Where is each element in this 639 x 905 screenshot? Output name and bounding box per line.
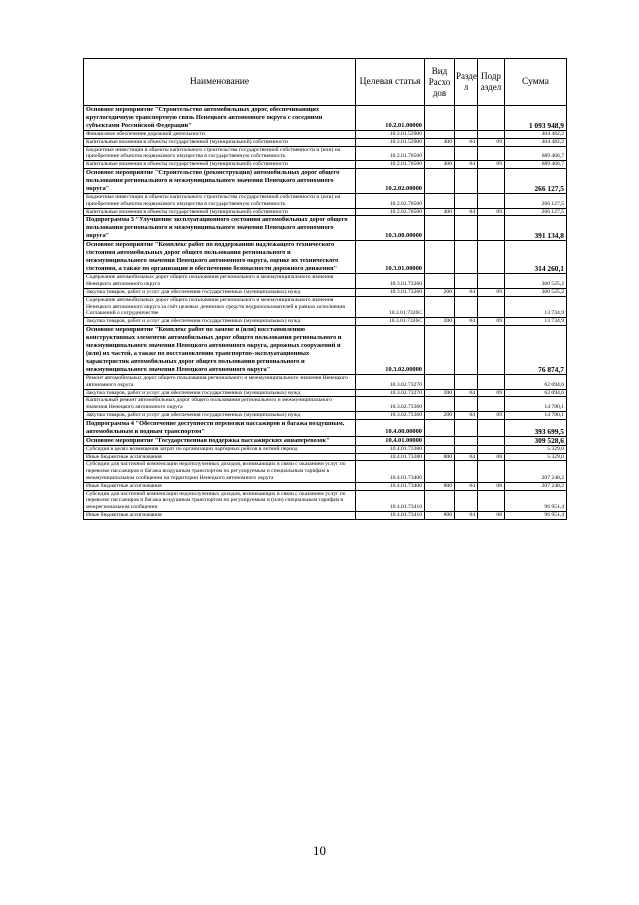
cell-name: Иные бюджетные ассигнования bbox=[84, 482, 356, 490]
cell-sum: 300 525,2 bbox=[505, 288, 567, 296]
cell-sum: 266 127,5 bbox=[505, 208, 567, 216]
table-row bbox=[84, 453, 567, 461]
cell-vid: 200 bbox=[425, 411, 455, 419]
cell-name: Закупка товаров, работ и услуг для обеспечения государственных (муниципальных) нужд bbox=[84, 288, 356, 296]
table-row bbox=[84, 274, 567, 289]
cell-podrazdel bbox=[478, 168, 505, 193]
table-row bbox=[84, 389, 567, 397]
header-sum: Сумма bbox=[505, 59, 567, 106]
cell-vid bbox=[425, 436, 455, 445]
cell-razdel: 04 bbox=[455, 389, 478, 397]
cell-podrazdel: 09 bbox=[478, 288, 505, 296]
cell-code: 10.3.01.73260 bbox=[356, 274, 425, 289]
cell-name: Основное мероприятие "Строительство автомобильных дорог, обеспечивающих круглогодичную транспортную связь Ненецкого автономного округа с соседними субъектами Российской Федерации" bbox=[84, 106, 356, 131]
table-row-heading bbox=[84, 419, 567, 436]
cell-vid: 800 bbox=[425, 511, 455, 519]
cell-razdel: 04 bbox=[455, 511, 478, 519]
cell-sum: 96 951,4 bbox=[505, 490, 567, 511]
cell-sum: 689 466,7 bbox=[505, 146, 567, 161]
cell-razdel: 04 bbox=[455, 138, 478, 146]
table-row bbox=[84, 131, 567, 139]
cell-sum: 13 734,9 bbox=[505, 296, 567, 317]
cell-sum: 96 951,4 bbox=[505, 511, 567, 519]
cell-razdel bbox=[455, 274, 478, 289]
cell-podrazdel: 08 bbox=[478, 482, 505, 490]
cell-code: 10.3.02.73270 bbox=[356, 389, 425, 397]
cell-sum: 207 248,2 bbox=[505, 461, 567, 482]
cell-code: 10.2.02.70500 bbox=[356, 193, 425, 208]
cell-name: Иные бюджетные ассигнования bbox=[84, 511, 356, 519]
cell-vid bbox=[425, 490, 455, 511]
table-row-heading bbox=[84, 168, 567, 193]
cell-razdel bbox=[455, 461, 478, 482]
cell-name: Капитальный ремонт автомобильных дорог общего пользования регионального и межмуниципального значения Ненецкого автономного округа bbox=[84, 397, 356, 412]
table-row bbox=[84, 318, 567, 326]
cell-podrazdel: 08 bbox=[478, 511, 505, 519]
cell-code: 10.4.01.00000 bbox=[356, 436, 425, 445]
table-row bbox=[84, 161, 567, 169]
budget-table-sheet bbox=[83, 58, 566, 520]
cell-vid: 400 bbox=[425, 208, 455, 216]
cell-code: 10.4.01.73400 bbox=[356, 461, 425, 482]
cell-sum: 391 134,8 bbox=[505, 216, 567, 241]
cell-vid: 200 bbox=[425, 389, 455, 397]
cell-name: Основное мероприятие "Комплекс работ по замене и (или) восстановлению конструктивных элементов автомобильных дорог общего пользования регионального и межмуниципального значения Ненецкого автономного округа, дорожных сооружений и (или) их частей, а также по восстановлению транспортно-эксплуатационных характеристик автомобильных дорог общего пользования регионального и межмуниципального значения Ненецкого автономного округа" bbox=[84, 325, 356, 374]
cell-code: 10.2.01.00000 bbox=[356, 106, 425, 131]
cell-razdel: 04 bbox=[455, 208, 478, 216]
cell-razdel bbox=[455, 436, 478, 445]
cell-podrazdel: 09 bbox=[478, 208, 505, 216]
cell-sum: 393 699,5 bbox=[505, 419, 567, 436]
cell-name: Бюджетные инвестиции в объекты капитального строительства государственной собственности и (или) на приобретение объектов недвижимого имущества в государственную собственность bbox=[84, 193, 356, 208]
cell-name: Закупка товаров, работ и услуг для обеспечения государственных (муниципальных) нужд bbox=[84, 411, 356, 419]
cell-name: Финансовое обеспечение дорожной деятельности bbox=[84, 131, 356, 139]
cell-sum: 404 482,2 bbox=[505, 131, 567, 139]
cell-podrazdel bbox=[478, 296, 505, 317]
cell-name: Субсидии для частичной компенсации недополученных доходов, возникающих в связи с оказанием услуг по перевозке пассажиров и багажа воздушным транспортом по регулируемым и специальным тарифам в межмуниципальном сообщении на территории Ненецкого автономного округа bbox=[84, 461, 356, 482]
cell-vid: 400 bbox=[425, 138, 455, 146]
cell-sum: 62 094,6 bbox=[505, 389, 567, 397]
cell-code: 10.3.02.73360 bbox=[356, 397, 425, 412]
table-row-heading bbox=[84, 436, 567, 445]
cell-name: Иные бюджетные ассигнования bbox=[84, 453, 356, 461]
cell-code: 10.2.01.53900 bbox=[356, 131, 425, 139]
cell-code: 10.3.00.00000 bbox=[356, 216, 425, 241]
cell-code: 10.4.01.73380 bbox=[356, 445, 425, 453]
table-row bbox=[84, 208, 567, 216]
cell-vid bbox=[425, 146, 455, 161]
cell-podrazdel bbox=[478, 490, 505, 511]
cell-podrazdel bbox=[478, 146, 505, 161]
cell-razdel bbox=[455, 146, 478, 161]
cell-sum: 300 525,2 bbox=[505, 274, 567, 289]
cell-name: Подпрограмма 4 "Обеспечение доступности перевозки пассажиров и багажа воздушным, автомобильным и водным транспортом" bbox=[84, 419, 356, 436]
cell-sum: 309 528,6 bbox=[505, 436, 567, 445]
cell-podrazdel bbox=[478, 397, 505, 412]
cell-name: Субсидии для частичной компенсации недополученных доходов, возникающих в связи с оказанием услуг по перевозке пассажиров и багажа воздушным транспортом по регулируемым и (или) специальным тарифам в межрегиональном сообщении bbox=[84, 490, 356, 511]
cell-razdel bbox=[455, 106, 478, 131]
cell-podrazdel: 08 bbox=[478, 453, 505, 461]
cell-podrazdel: 09 bbox=[478, 411, 505, 419]
cell-vid: 200 bbox=[425, 318, 455, 326]
cell-razdel bbox=[455, 374, 478, 389]
cell-razdel bbox=[455, 490, 478, 511]
cell-sum: 689 466,7 bbox=[505, 161, 567, 169]
cell-name: Капитальные вложения в объекты государственной (муниципальной) собственности bbox=[84, 138, 356, 146]
cell-vid bbox=[425, 325, 455, 374]
header-code: Целевая статья bbox=[356, 59, 425, 106]
cell-podrazdel bbox=[478, 274, 505, 289]
cell-name: Субсидия в целях возмещения затрат по организации чартерных рейсов в летний период bbox=[84, 445, 356, 453]
cell-razdel bbox=[455, 397, 478, 412]
cell-razdel bbox=[455, 325, 478, 374]
header-razdel: Разде л bbox=[455, 59, 478, 106]
cell-vid bbox=[425, 274, 455, 289]
cell-podrazdel bbox=[478, 445, 505, 453]
cell-sum: 266 127,5 bbox=[505, 168, 567, 193]
cell-podrazdel: 09 bbox=[478, 138, 505, 146]
cell-code: 10.2.01.70500 bbox=[356, 161, 425, 169]
cell-razdel bbox=[455, 216, 478, 241]
cell-vid bbox=[425, 445, 455, 453]
cell-vid bbox=[425, 193, 455, 208]
table-row-heading bbox=[84, 241, 567, 274]
cell-sum: 5 329,0 bbox=[505, 453, 567, 461]
cell-sum: 207 248,2 bbox=[505, 482, 567, 490]
cell-code: 10.3.02.73360 bbox=[356, 411, 425, 419]
budget-table bbox=[83, 58, 567, 520]
cell-code: 10.4.01.73410 bbox=[356, 511, 425, 519]
cell-podrazdel bbox=[478, 325, 505, 374]
cell-code: 10.3.01.7326С bbox=[356, 296, 425, 317]
table-row bbox=[84, 138, 567, 146]
cell-razdel bbox=[455, 296, 478, 317]
cell-vid bbox=[425, 397, 455, 412]
cell-code: 10.2.02.70500 bbox=[356, 208, 425, 216]
cell-sum: 14 780,1 bbox=[505, 411, 567, 419]
cell-podrazdel bbox=[478, 461, 505, 482]
cell-podrazdel bbox=[478, 374, 505, 389]
table-row bbox=[84, 482, 567, 490]
cell-podrazdel bbox=[478, 193, 505, 208]
cell-name: Подпрограмма 3 "Улучшение эксплуатационного состояния автомобильных дорог общего пользования регионального и межмуниципального значения Ненецкого автономного округа" bbox=[84, 216, 356, 241]
table-row-heading bbox=[84, 325, 567, 374]
cell-podrazdel: 09 bbox=[478, 161, 505, 169]
cell-vid: 400 bbox=[425, 161, 455, 169]
cell-vid bbox=[425, 216, 455, 241]
cell-vid: 200 bbox=[425, 288, 455, 296]
cell-podrazdel bbox=[478, 241, 505, 274]
cell-code: 10.3.02.73270 bbox=[356, 374, 425, 389]
table-row bbox=[84, 397, 567, 412]
header-vid: Вид Расхо дов bbox=[425, 59, 455, 106]
cell-vid bbox=[425, 241, 455, 274]
cell-name: Основное мероприятие "Строительство (реконструкция) автомобильных дорог общего пользования регионального и межмуниципального значения Ненецкого автономного округа" bbox=[84, 168, 356, 193]
cell-code: 10.3.02.00000 bbox=[356, 325, 425, 374]
table-row bbox=[84, 411, 567, 419]
cell-name: Закупка товаров, работ и услуг для обеспечения государственных (муниципальных) нужд bbox=[84, 318, 356, 326]
table-row bbox=[84, 490, 567, 511]
table-row bbox=[84, 511, 567, 519]
cell-sum: 404 482,2 bbox=[505, 138, 567, 146]
cell-podrazdel bbox=[478, 436, 505, 445]
cell-podrazdel bbox=[478, 131, 505, 139]
cell-razdel: 04 bbox=[455, 288, 478, 296]
cell-name: Капитальные вложения в объекты государственной (муниципальной) собственности bbox=[84, 208, 356, 216]
cell-code: 10.4.01.73380 bbox=[356, 453, 425, 461]
header-name: Наименование bbox=[84, 59, 356, 106]
cell-name: Основное мероприятие "Комплекс работ по поддержанию надлежащего технического состояния автомобильных дорог общего пользования регионального и межмуниципального значения Ненецкого автономного округа, оценке их технического состояния, а также по организации и обеспечению безопасности дорожного движения" bbox=[84, 241, 356, 274]
cell-razdel: 04 bbox=[455, 318, 478, 326]
cell-sum: 5 329,0 bbox=[505, 445, 567, 453]
table-row bbox=[84, 146, 567, 161]
cell-code: 10.3.01.00000 bbox=[356, 241, 425, 274]
cell-vid bbox=[425, 106, 455, 131]
cell-sum: 1 093 948,9 bbox=[505, 106, 567, 131]
cell-code: 10.4.01.73400 bbox=[356, 482, 425, 490]
table-row bbox=[84, 374, 567, 389]
cell-podrazdel: 09 bbox=[478, 318, 505, 326]
cell-razdel bbox=[455, 445, 478, 453]
table-row bbox=[84, 445, 567, 453]
cell-podrazdel bbox=[478, 106, 505, 131]
table-row bbox=[84, 296, 567, 317]
cell-vid bbox=[425, 419, 455, 436]
cell-podrazdel: 09 bbox=[478, 389, 505, 397]
cell-code: 10.3.01.73260 bbox=[356, 288, 425, 296]
cell-code: 10.2.01.70500 bbox=[356, 146, 425, 161]
cell-name: Капитальные вложения в объекты государственной (муниципальной) собственности bbox=[84, 161, 356, 169]
cell-vid: 800 bbox=[425, 482, 455, 490]
table-row bbox=[84, 461, 567, 482]
cell-name: Содержание автомобильных дорог общего пользования регионального и межмуниципального значения Ненецкого автономного округа за счёт целевых денежных средств недропользователей в рамках исполнения Соглашений о сотрудничестве bbox=[84, 296, 356, 317]
cell-razdel: 04 bbox=[455, 453, 478, 461]
table-body bbox=[84, 106, 567, 520]
cell-code: 10.2.02.00000 bbox=[356, 168, 425, 193]
header-podrazdel: Подр аздел bbox=[478, 59, 505, 106]
cell-razdel: 04 bbox=[455, 411, 478, 419]
cell-name: Основное мероприятие "Государственная поддержка пассажирских авиаперевозок" bbox=[84, 436, 356, 445]
table-row-heading bbox=[84, 106, 567, 131]
page-number: 10 bbox=[313, 843, 326, 858]
table-row bbox=[84, 193, 567, 208]
cell-sum: 14 780,1 bbox=[505, 397, 567, 412]
cell-vid bbox=[425, 374, 455, 389]
table-row-heading bbox=[84, 216, 567, 241]
cell-vid bbox=[425, 168, 455, 193]
cell-name: Ремонт автомобильных дорог общего пользования регионального и межмуниципального значения Ненецкого автономного округа bbox=[84, 374, 356, 389]
cell-code: 10.2.01.53900 bbox=[356, 138, 425, 146]
cell-code: 10.4.00.00000 bbox=[356, 419, 425, 436]
cell-razdel bbox=[455, 193, 478, 208]
cell-vid bbox=[425, 461, 455, 482]
cell-razdel bbox=[455, 241, 478, 274]
cell-razdel bbox=[455, 131, 478, 139]
cell-sum: 13 734,9 bbox=[505, 318, 567, 326]
cell-sum: 62 094,6 bbox=[505, 374, 567, 389]
cell-name: Бюджетные инвестиции в объекты капитального строительства государственной собственности и (или) на приобретение объектов недвижимого имущества в государственную собственность bbox=[84, 146, 356, 161]
cell-sum: 266 127,5 bbox=[505, 193, 567, 208]
cell-razdel bbox=[455, 168, 478, 193]
cell-vid bbox=[425, 296, 455, 317]
cell-code: 10.3.01.7326С bbox=[356, 318, 425, 326]
cell-podrazdel bbox=[478, 216, 505, 241]
cell-razdel bbox=[455, 419, 478, 436]
table-row bbox=[84, 288, 567, 296]
cell-razdel: 04 bbox=[455, 482, 478, 490]
cell-podrazdel bbox=[478, 419, 505, 436]
cell-code: 10.4.01.73410 bbox=[356, 490, 425, 511]
cell-sum: 314 260,1 bbox=[505, 241, 567, 274]
cell-razdel: 04 bbox=[455, 161, 478, 169]
cell-sum: 76 874,7 bbox=[505, 325, 567, 374]
cell-vid bbox=[425, 131, 455, 139]
cell-name: Закупка товаров, работ и услуг для обеспечения государственных (муниципальных) нужд bbox=[84, 389, 356, 397]
cell-name: Содержание автомобильных дорог общего пользования регионального и межмуниципального значения Ненецкого автономного округа bbox=[84, 274, 356, 289]
table-header-row bbox=[84, 59, 567, 106]
cell-vid: 800 bbox=[425, 453, 455, 461]
